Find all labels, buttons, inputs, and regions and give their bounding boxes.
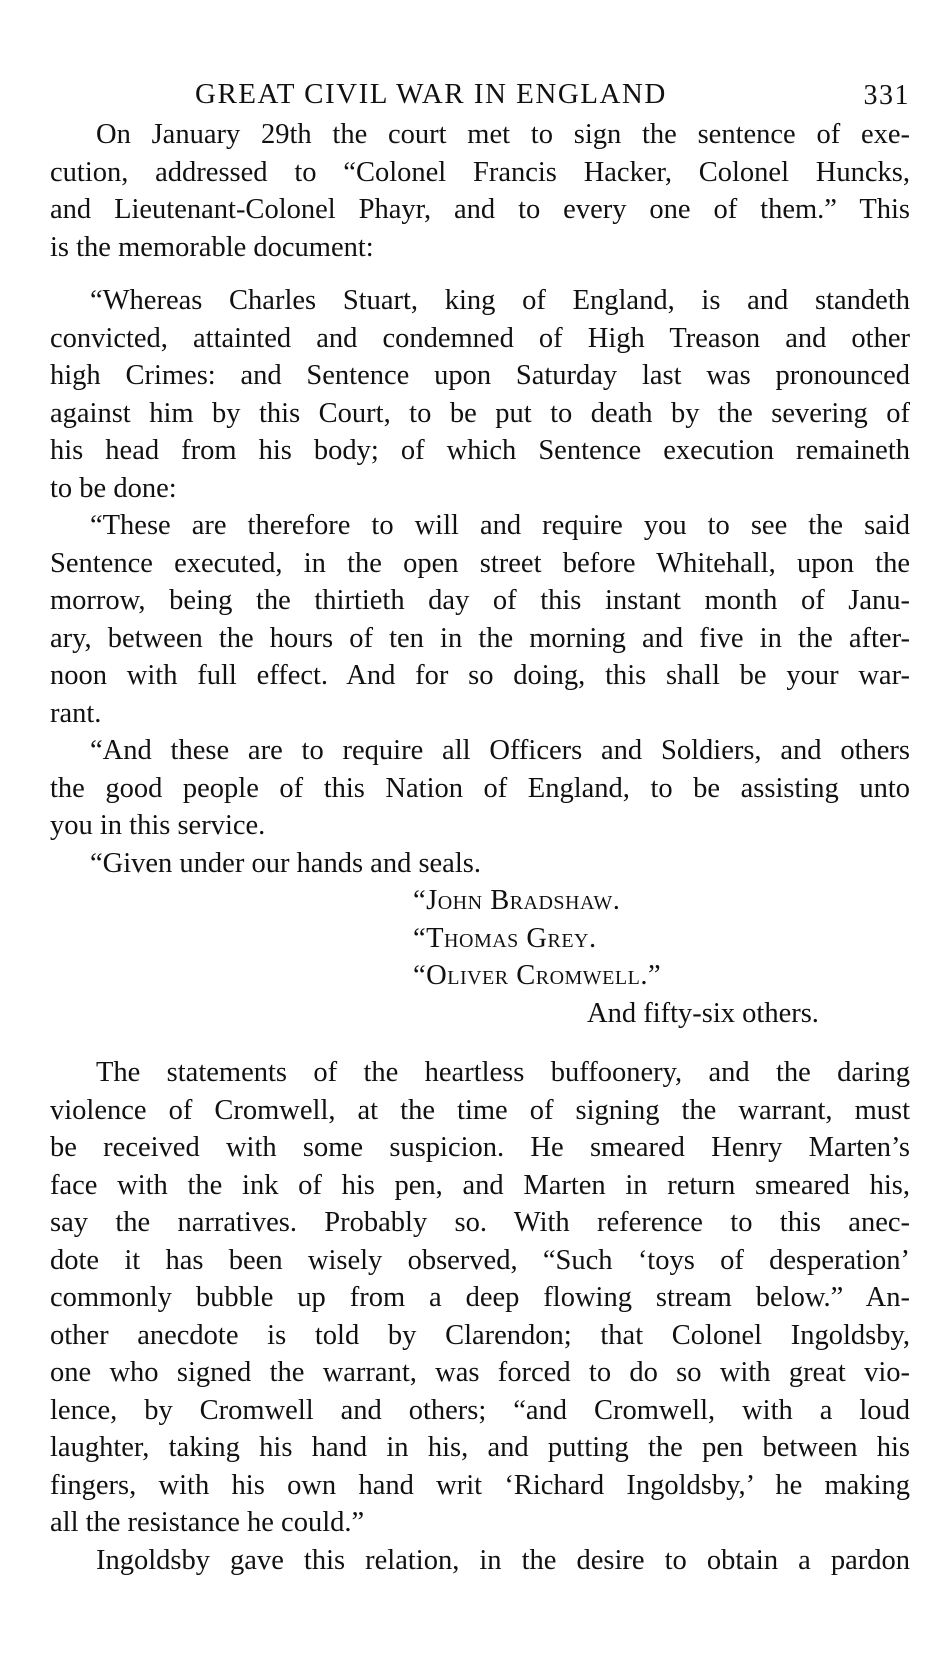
- book-page: [50, 72, 910, 1579]
- text-line: one who signed the warrant, was forced to do so with great vio-: [50, 1357, 910, 1388]
- text-line: say the narratives. Probably so. With reference to this anec-: [50, 1207, 910, 1238]
- warrant-closing: “Given under our hands and seals.: [90, 847, 481, 879]
- text-line: noon with full effect. And for so doing, this shall be your war-: [50, 660, 910, 691]
- text-line: convicted, attainted and condemned of High Treason and other: [50, 322, 910, 354]
- text-line: commonly bubble up from a deep flowing stream below.” An-: [50, 1282, 910, 1313]
- text-line: rant.: [50, 697, 102, 729]
- text-line: high Crimes: and Sentence upon Saturday last was pronounced: [50, 360, 910, 391]
- text-line: The statements of the heartless buffoonery, and the daring: [96, 1057, 910, 1088]
- text-line: cution, addressed to “Colonel Francis Hacker, Colonel Huncks,: [50, 156, 910, 188]
- text-line: is the memorable document:: [50, 231, 374, 263]
- running-head: [50, 72, 910, 116]
- intro-paragraph: [50, 116, 910, 266]
- text-line: “These are therefore to will and require you to see the said: [90, 510, 910, 541]
- running-title: GREAT CIVIL WAR IN ENGLAND: [195, 78, 667, 110]
- text-line: violence of Cromwell, at the time of signing the warrant, must: [50, 1094, 910, 1126]
- warrant-quotation: [50, 282, 910, 1032]
- page-number: 331: [863, 80, 910, 111]
- other-signatories: And fifty-six others.: [587, 997, 819, 1029]
- text-line: the good people of this Nation of England, to be assisting unto: [50, 772, 910, 804]
- text-line: face with the ink of his pen, and Marten in return smeared his,: [50, 1169, 910, 1201]
- text-line: “And these are to require all Officers and Soldiers, and others: [90, 735, 910, 766]
- text-line: his head from his body; of which Sentence execution remaineth: [50, 435, 910, 466]
- signature-bradshaw: “John Bradshaw.: [413, 885, 621, 916]
- text-line: laughter, taking his hand in his, and putting the pen between his: [50, 1432, 910, 1463]
- commentary-paragraph-2: [50, 1542, 910, 1580]
- text-line: Ingoldsby gave this relation, in the desire to obtain a pardon: [96, 1544, 910, 1576]
- text-line: be received with some suspicion. He smeared Henry Marten’s: [50, 1132, 910, 1163]
- text-line: all the resistance he could.”: [50, 1507, 365, 1538]
- commentary-paragraph-1: [50, 1054, 910, 1542]
- text-line: On January 29th the court met to sign the sentence of exe-: [96, 119, 910, 150]
- paragraph-gap: [50, 266, 910, 282]
- text-line: to be done:: [50, 472, 177, 504]
- text-line: other anecdote is told by Clarendon; that Colonel Ingoldsby,: [50, 1319, 910, 1351]
- warrant-paragraph-1: [50, 282, 910, 507]
- signature-cromwell: “Oliver Cromwell.”: [413, 960, 662, 991]
- text-line: morrow, being the thirtieth day of this instant month of Janu-: [50, 585, 910, 616]
- signature-grey: “Thomas Grey.: [413, 922, 597, 954]
- text-line: and Lieutenant-Colonel Phayr, and to every one of them.” This: [50, 194, 910, 225]
- text-line: “Whereas Charles Stuart, king of England, is and standeth: [90, 285, 910, 316]
- warrant-paragraph-2: [50, 507, 910, 732]
- warrant-paragraph-3: [50, 732, 910, 845]
- text-line: fingers, with his own hand writ ‘Richard Ingoldsby,’ he making: [50, 1469, 910, 1501]
- text-line: lence, by Cromwell and others; “and Cromwell, with a loud: [50, 1394, 910, 1426]
- paragraph-gap: [50, 1032, 910, 1054]
- text-line: ary, between the hours of ten in the morning and five in the after-: [50, 622, 910, 654]
- text-line: against him by this Court, to be put to death by the severing of: [50, 397, 910, 429]
- signature-block: [50, 882, 910, 1032]
- text-line: you in this service.: [50, 810, 266, 841]
- text-line: dote it has been wisely observed, “Such ‘toys of desperation’: [50, 1244, 910, 1276]
- text-line: Sentence executed, in the open street before Whitehall, upon the: [50, 547, 910, 579]
